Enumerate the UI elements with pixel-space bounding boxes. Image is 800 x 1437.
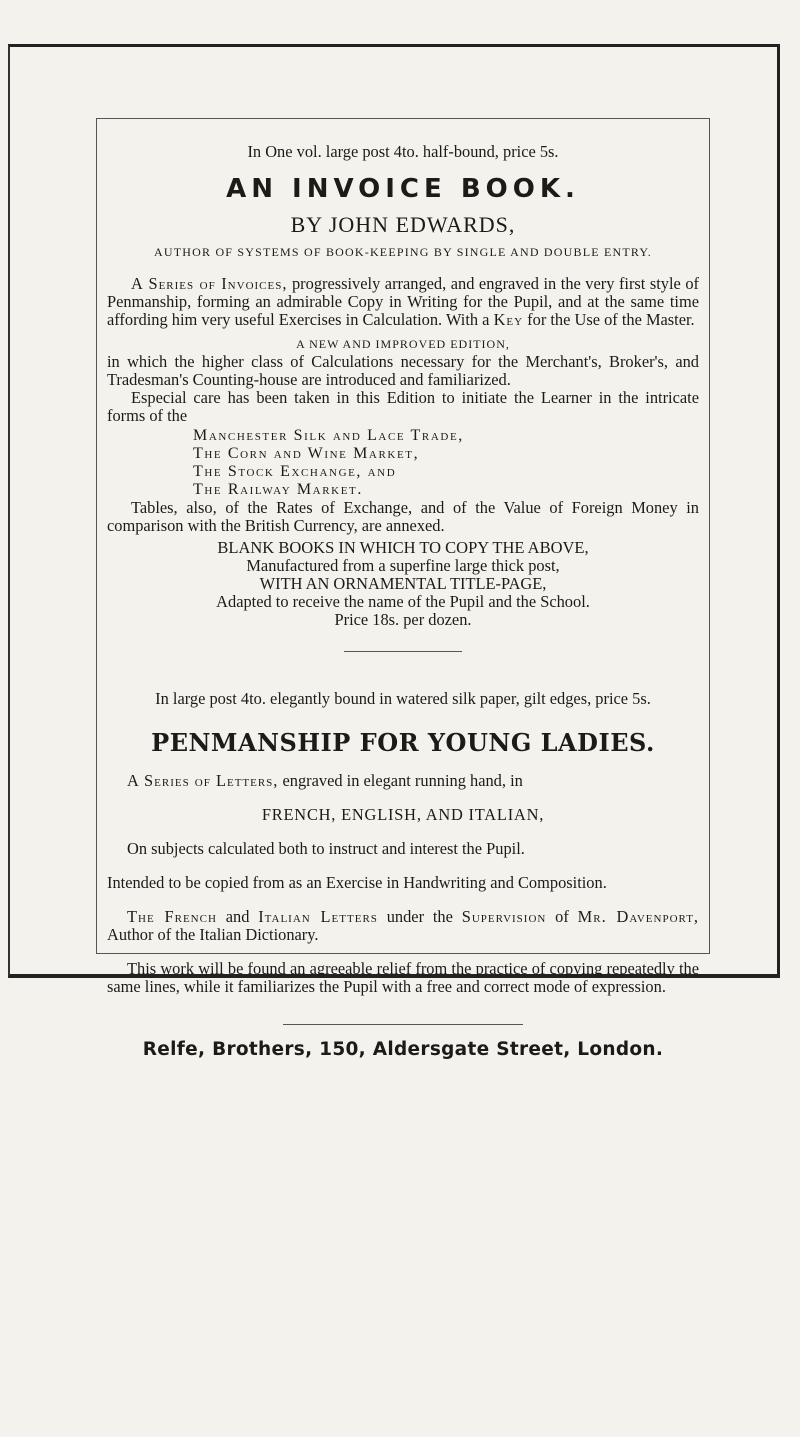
supervision-text: of <box>546 907 578 926</box>
trade-item: The Corn and Wine Market, <box>193 445 420 462</box>
care-paragraph: Especial care has been taken in this Edition to initiate the Learner in the intricate forms of the <box>107 388 699 425</box>
letters-description <box>107 772 699 790</box>
supervision-text: and <box>216 907 259 926</box>
supervision-paragraph <box>107 908 699 944</box>
edition-heading: A NEW AND IMPROVED EDITION, <box>296 337 510 351</box>
section-divider <box>344 651 462 652</box>
manufactured-line: Manufactured from a superfine large thick post, <box>246 556 560 575</box>
trades-list <box>193 427 699 499</box>
author-role: AUTHOR OF SYSTEMS OF BOOK-KEEPING BY SINGLE AND DOUBLE ENTRY. <box>154 245 652 259</box>
languages-line: FRENCH, ENGLISH, AND ITALIAN, <box>261 805 545 824</box>
davenport-name: Mr. Davenport, <box>577 907 700 926</box>
french-term: The French <box>127 907 217 926</box>
blank-books-heading: BLANK BOOKS IN WHICH TO COPY THE ABOVE, <box>217 538 589 557</box>
penmanship-intro: In large post 4to. elegantly bound in watered silk paper, gilt edges, price 5s. <box>155 689 651 708</box>
trade-item: The Railway Market. <box>193 481 363 498</box>
letters-description-text: engraved in elegant running hand, in <box>278 771 523 790</box>
supervision-term: Supervision <box>461 907 547 926</box>
trade-item: Manchester Silk and Lace Trade, <box>193 427 464 444</box>
title-page-line: WITH AN ORNAMENTAL TITLE-PAGE, <box>259 574 547 593</box>
subjects-line: On subjects calculated both to instruct and interest the Pupil. <box>127 839 525 858</box>
italian-letters-term: Italian Letters <box>258 907 378 926</box>
trade-item: The Stock Exchange, and <box>193 463 397 480</box>
edition-paragraph: in which the higher class of Calculations necessary for the Merchant's, Broker's, and Tradesman's Counting-house are introduced and familiarized. <box>107 352 699 389</box>
adapted-line: Adapted to receive the name of the Pupil and the School. <box>216 592 590 611</box>
supervision-text: under the <box>377 907 462 926</box>
section-divider <box>283 1024 523 1025</box>
intended-paragraph: Intended to be copied from as an Exercise in Handwriting and Composition. <box>107 873 607 892</box>
tables-paragraph: Tables, also, of the Rates of Exchange, and of the Value of Foreign Money in comparison with the British Currency, are annexed. <box>107 498 699 535</box>
invoice-description-end: for the Use of the Master. <box>523 310 695 329</box>
author-line: BY JOHN EDWARDS, <box>290 212 516 237</box>
invoice-book-title: AN INVOICE BOOK. <box>226 174 580 204</box>
relief-paragraph: This work will be found an agreeable relief from the practice of copying repeatedly the same lines, while it familiarizes the Pupil with a free and correct mode of expression. <box>107 959 699 996</box>
price-line: Price 18s. per dozen. <box>334 610 472 629</box>
penmanship-title: PENMANSHIP FOR YOUNG LADIES. <box>151 728 655 757</box>
invoice-book-intro: In One vol. large post 4to. half-bound, price 5s. <box>247 142 559 161</box>
key-term: Key <box>493 310 524 329</box>
invoice-description-text: progressively arranged, and engraved in the very first style of Penmanship, forming an admirable Copy in Writing for the Pupil, and at the same time affording him very useful Exercises in Calculation. With a <box>107 274 699 329</box>
series-of-letters: A Series of Letters, <box>127 771 279 790</box>
advertisement-page <box>107 143 699 1059</box>
publisher-imprint: Relfe, Brothers, 150, Aldersgate Street, London. <box>142 1039 664 1060</box>
invoice-description <box>107 275 699 329</box>
supervision-text: Author of the Italian Dictionary. <box>107 925 319 944</box>
series-of-invoices: A Series of Invoices, <box>131 274 288 293</box>
